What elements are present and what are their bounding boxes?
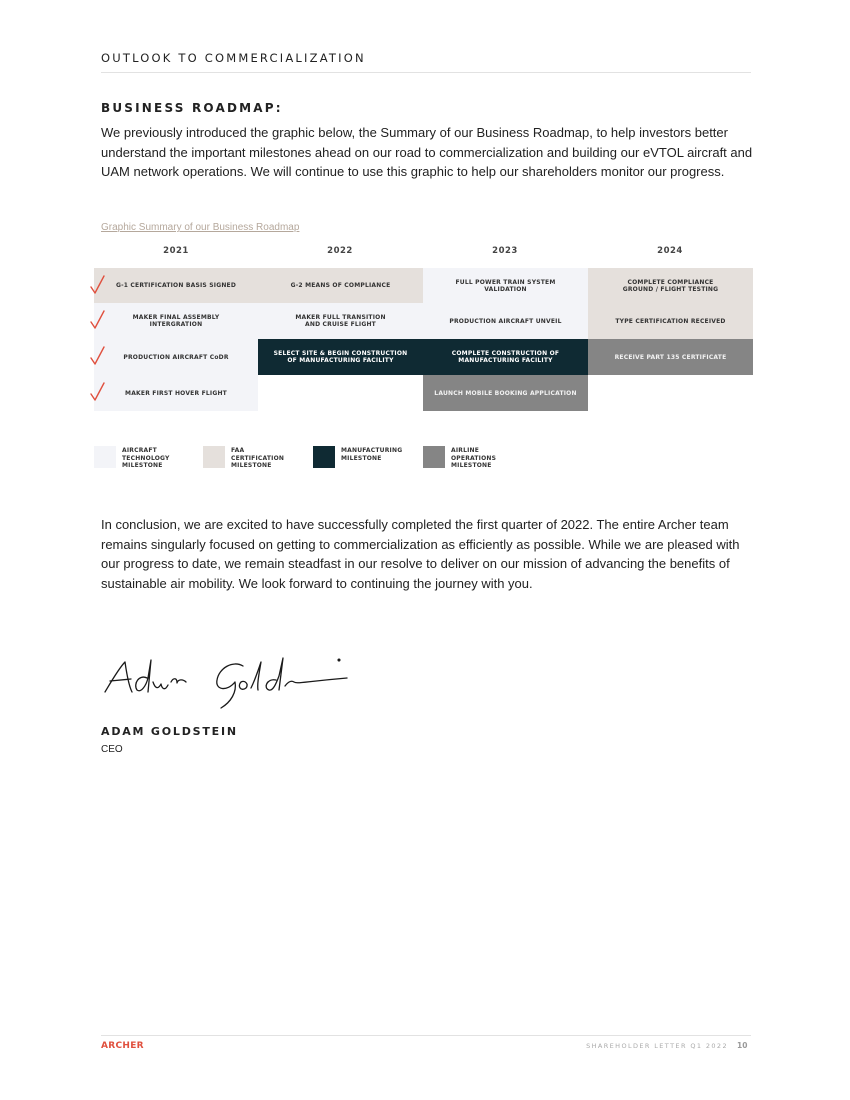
milestone-type-certification: TYPE CERTIFICATION RECEIVED [588, 303, 753, 339]
check-mark-icon [89, 309, 107, 331]
milestone-select-site: SELECT SITE & BEGIN CONSTRUCTION OF MANUFACTURING FACILITY [258, 339, 423, 375]
roadmap-graphic-link[interactable]: Graphic Summary of our Business Roadmap [101, 222, 300, 233]
legend-swatch-airline-operations [423, 446, 445, 468]
check-mark-icon [89, 345, 107, 367]
ceo-signature [101, 652, 353, 710]
milestone-production-aircraft-codr: PRODUCTION AIRCRAFT CoDR [94, 339, 258, 375]
legend-label-faa-certification: FAA CERTIFICATION MILESTONE [231, 447, 285, 469]
roadmap-heading: BUSINESS ROADMAP: [101, 101, 283, 115]
legend-label-manufacturing: MANUFACTURING MILESTONE [341, 447, 403, 462]
year-2021-label: 2021 [163, 246, 189, 256]
milestone-g1-certification-basis: G-1 CERTIFICATION BASIS SIGNED [94, 268, 258, 303]
milestone-maker-full-transition: MAKER FULL TRANSITION AND CRUISE FLIGHT [258, 303, 423, 339]
year-2022-label: 2022 [327, 246, 353, 256]
milestone-g2-means-of-compliance: G-2 MEANS OF COMPLIANCE [258, 268, 423, 303]
milestone-maker-final-assembly: MAKER FINAL ASSEMBLY INTERGRATION [94, 303, 258, 339]
legend-label-aircraft-technology: AIRCRAFT TECHNOLOGY MILESTONE [122, 447, 170, 469]
check-mark-icon [89, 274, 107, 296]
legend-label-airline-operations: AIRLINE OPERATIONS MILESTONE [451, 447, 497, 469]
legend-swatch-manufacturing [313, 446, 335, 468]
footer-divider [101, 1035, 751, 1036]
milestone-complete-compliance-testing: COMPLETE COMPLIANCE GROUND / FLIGHT TESTING [588, 268, 753, 303]
milestone-maker-first-hover: MAKER FIRST HOVER FLIGHT [94, 375, 258, 411]
milestone-complete-construction: COMPLETE CONSTRUCTION OF MANUFACTURING FACILITY [423, 339, 588, 375]
footer-document-title: SHAREHOLDER LETTER Q1 2022 [586, 1042, 728, 1050]
page-number: 10 [737, 1041, 748, 1050]
check-mark-icon [89, 381, 107, 403]
section-title: OUTLOOK TO COMMERCIALIZATION [101, 51, 366, 65]
year-2023-label: 2023 [492, 246, 518, 256]
milestone-part-135-certificate: RECEIVE PART 135 CERTIFICATE [588, 339, 753, 375]
signer-name: ADAM GOLDSTEIN [101, 725, 238, 738]
legend-swatch-aircraft-technology [94, 446, 116, 468]
milestone-full-power-train: FULL POWER TRAIN SYSTEM VALIDATION [423, 268, 588, 303]
legend-swatch-faa-certification [203, 446, 225, 468]
milestone-production-aircraft-unveil: PRODUCTION AIRCRAFT UNVEIL [423, 303, 588, 339]
milestone-launch-mobile-booking: LAUNCH MOBILE BOOKING APPLICATION [423, 375, 588, 411]
archer-logo: ARCHER [101, 1041, 144, 1051]
signer-title: CEO [101, 744, 123, 755]
roadmap-intro: We previously introduced the graphic below, the Summary of our Business Roadmap, to help investors better understand the important milestones ahead on our road to commercialization and building our eVTOL aircraft and UAM network operations. We will continue to use this graphic to help our shareholders monitor our progress. [101, 125, 753, 179]
conclusion-paragraph: In conclusion, we are excited to have successfully completed the first quarter of 2022. The entire Archer team remains singularly focused on getting to commercialization as efficiently as possible. While we are pleased with our progress to date, we remain steadfast in our resolve to deliver on our mission of advancing the benefits of sustainable air mobility. We look forward to continuing the journey with you. [101, 517, 740, 591]
header-divider [101, 72, 751, 73]
year-2024-label: 2024 [657, 246, 683, 256]
